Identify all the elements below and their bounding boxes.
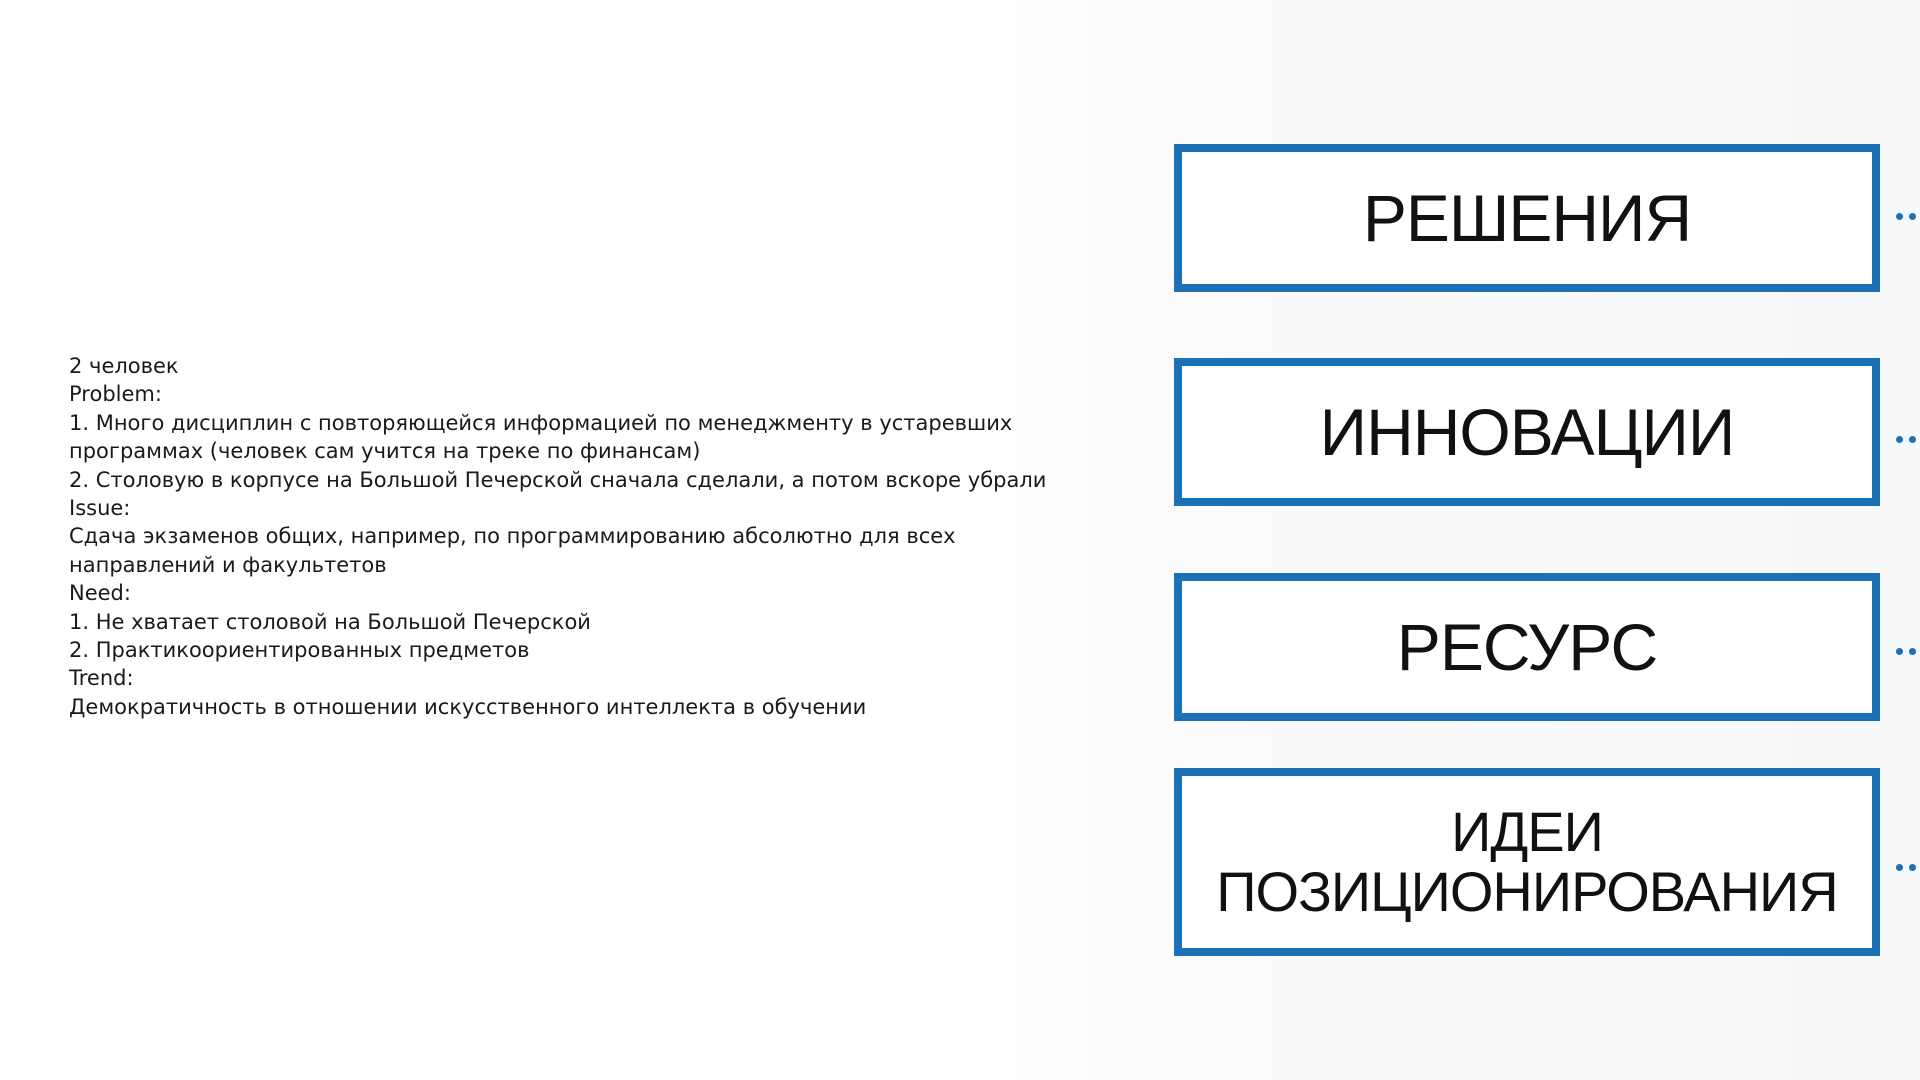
connector-dot	[1896, 864, 1903, 871]
connector-dot	[1909, 864, 1916, 871]
box-label-line-1: ИДЕИ	[1451, 800, 1603, 863]
notes-line: Trend:	[69, 666, 134, 691]
box-label: РЕШЕНИЯ	[1362, 181, 1692, 255]
connector-dot	[1896, 648, 1903, 655]
notes-line: 1. Много дисциплин с повторяющейся информацией по менеджменту в устаревших	[69, 410, 1013, 435]
box-solutions	[1174, 144, 1880, 292]
box-positioning-ideas	[1174, 768, 1880, 956]
box-label: РЕСУРС	[1396, 610, 1658, 684]
connector-dots	[1896, 648, 1920, 656]
box-innovations	[1174, 358, 1880, 506]
notes-line: Сдача экзаменов общих, например, по программированию абсолютно для всех	[69, 524, 956, 549]
box-label: ИННОВАЦИИ	[1319, 395, 1735, 469]
notes-line: программах (человек сам учится на треке по финансам)	[69, 439, 701, 464]
notes-line: направлений и факультетов	[69, 552, 387, 577]
notes-line: 2 человек	[69, 354, 179, 378]
box-resource	[1174, 573, 1880, 721]
notes-line: Демократичность в отношении искусственного интеллекта в обучении	[69, 694, 867, 719]
notes-line: Problem:	[69, 382, 162, 407]
connector-dots	[1896, 436, 1920, 444]
notes-line: 2. Столовую в корпусе на Большой Печерской сначала сделали, а потом вскоре убрали	[69, 467, 1047, 492]
notes-line: Issue:	[69, 496, 131, 521]
connector-dot	[1896, 436, 1903, 443]
connector-dots	[1896, 864, 1920, 872]
notes-text-block	[69, 352, 1109, 721]
box-label-line-2: ПОЗИЦИОНИРОВАНИЯ	[1216, 860, 1838, 923]
connector-dot	[1909, 213, 1916, 220]
connector-dots	[1896, 213, 1920, 221]
notes-line: 2. Практикоориентированных предметов	[69, 638, 530, 663]
connector-dot	[1909, 436, 1916, 443]
notes-line: 1. Не хватает столовой на Большой Печерской	[69, 609, 591, 634]
notes-line: Need:	[69, 581, 131, 606]
connector-dot	[1896, 213, 1903, 220]
connector-dot	[1909, 648, 1916, 655]
